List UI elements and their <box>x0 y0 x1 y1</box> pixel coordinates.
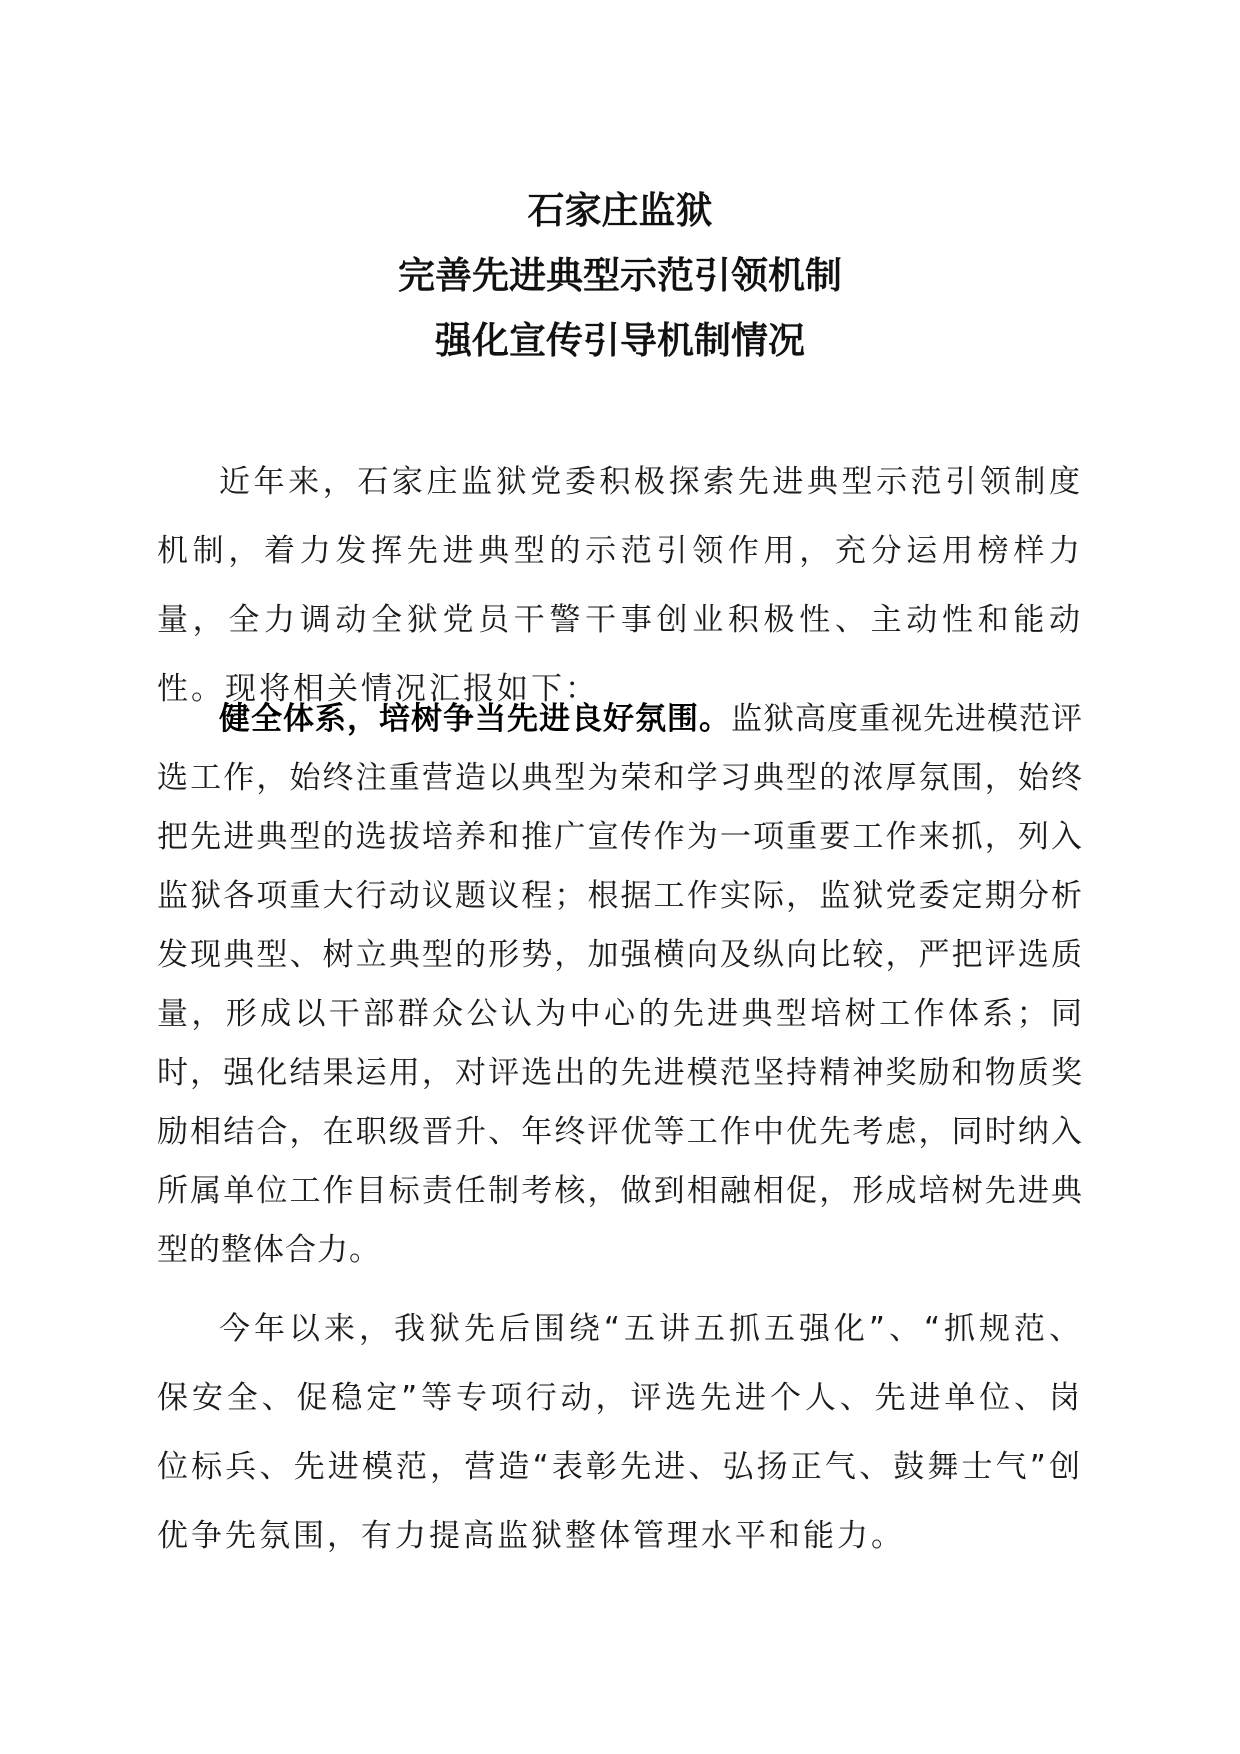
section1-body: 监狱高度重视先进模范评选工作，始终注重营造以典型为荣和学习典型的浓厚氛围，始终把先进典型的选拔培养和推广宣传作为一项重要工作来抓，列入监狱各项重大行动议题议程；根据工作实际，监狱党委定期分析发现典型、树立典型的形势，加强横向及纵向比较，严把评选质量，形成以干部群众公认为中心的先进典型培树工作体系；同时，强化结果运用，对评选出的先进模范坚持精神奖励和物质奖励相结合，在职级晋升、年终评优等工作中优先考虑，同时纳入所属单位工作目标责任制考核，做到相融相促，形成培树先进典型的整体合力。 <box>157 701 1083 1268</box>
title-line-1: 石家庄监狱 <box>527 188 713 232</box>
title-line-3: 强化宣传引导机制情况 <box>435 318 805 362</box>
title-line-2: 完善先进典型示范引领机制 <box>398 253 842 297</box>
intro-paragraph: 近年来，石家庄监狱党委积极探索先进典型示范引领制度机制，着力发挥先进典型的示范引领作用，充分运用榜样力量，全力调动全狱党员干警干事创业积极性、主动性和能动性。现将相关情况汇报如下： <box>157 464 1083 707</box>
section1-paragraph-block <box>157 690 1083 1280</box>
section1-heading: 健全体系，培树争当先进良好氛围。 <box>219 701 731 737</box>
intro-paragraph-block <box>157 448 1083 724</box>
section2-paragraph: 今年以来，我狱先后围绕“五讲五抓五强化”、“抓规范、保安全、促稳定”等专项行动，评选先进个人、先进单位、岗位标兵、先进模范，营造“表彰先进、弘扬正气、鼓舞士气”创优争先氛围，有力提高监狱整体管理水平和能力。 <box>157 1311 1083 1554</box>
section2-paragraph-block <box>157 1295 1083 1571</box>
document-title <box>0 178 1240 373</box>
section1-paragraph <box>157 690 1083 1280</box>
